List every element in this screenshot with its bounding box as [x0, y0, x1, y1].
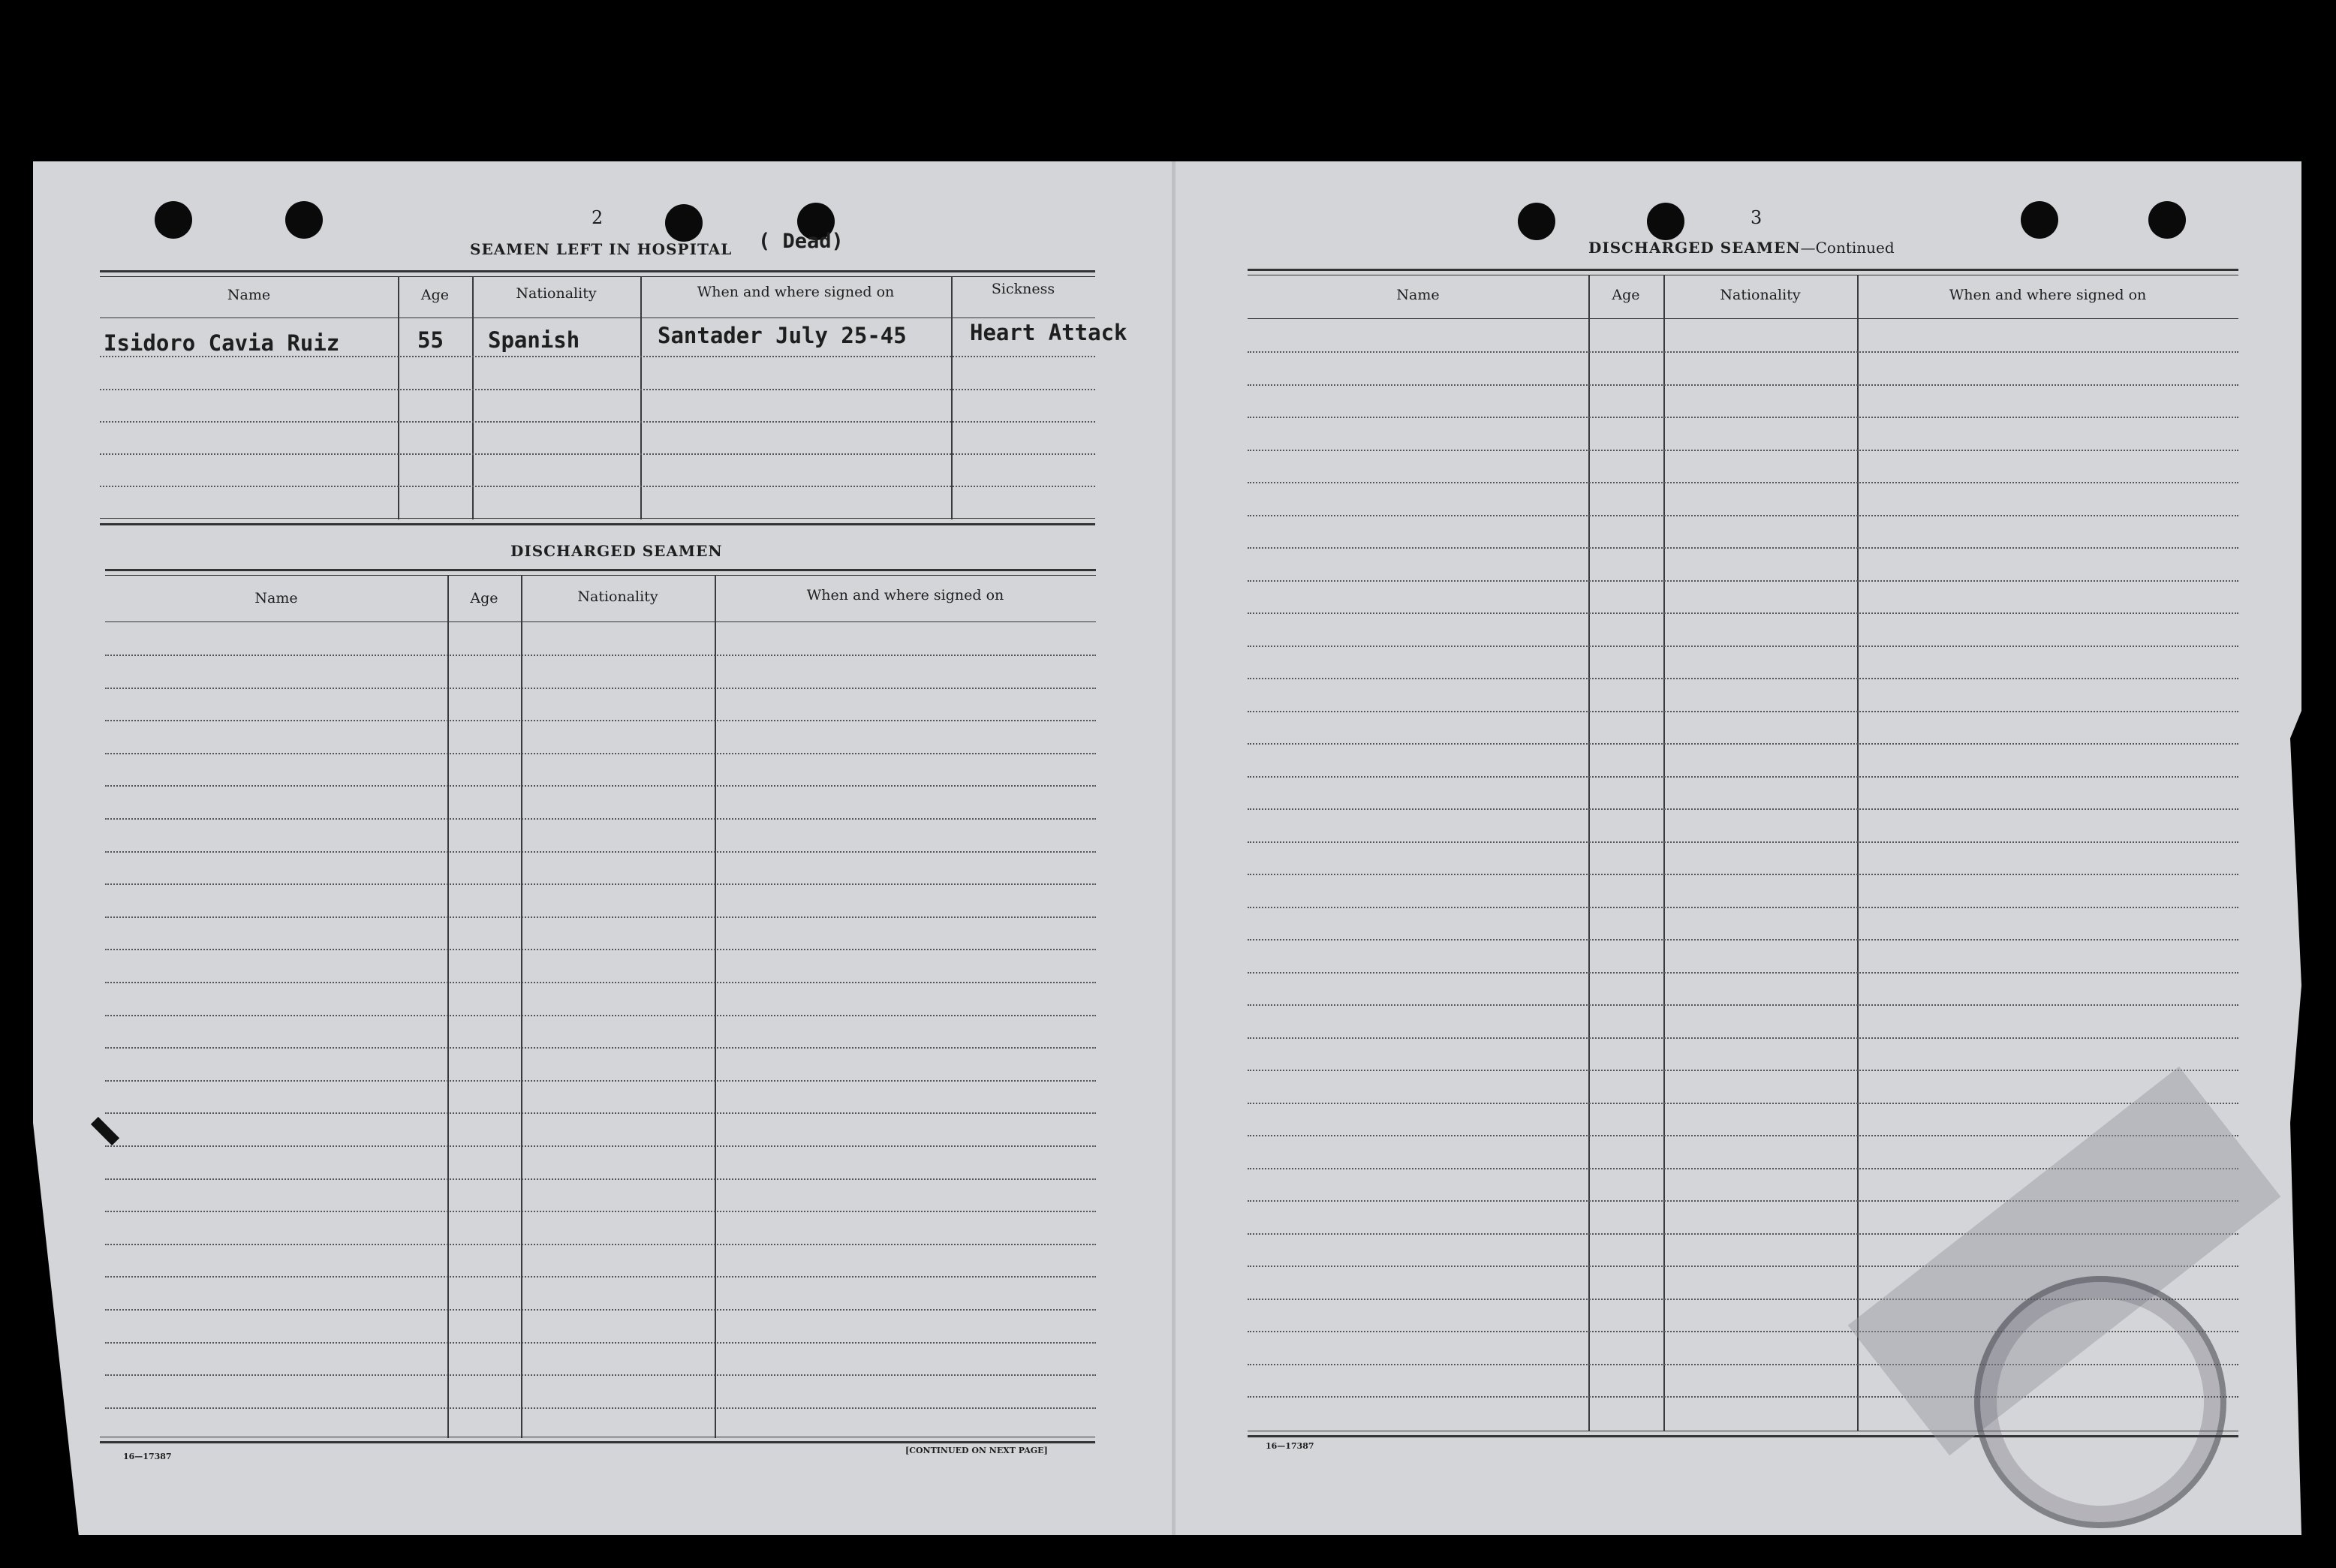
row-line	[105, 1145, 1096, 1147]
column-header-name: Name	[254, 590, 298, 606]
punch-hole	[2021, 201, 2058, 239]
row-line	[105, 1112, 1096, 1114]
row-line	[1248, 1070, 2238, 1071]
row-line	[100, 486, 1095, 487]
punch-hole	[155, 201, 192, 239]
seaman-signed-on: Santader July 25-45	[658, 323, 907, 348]
row-line	[100, 421, 1095, 423]
row-line	[1248, 972, 2238, 974]
column-header-signed-on: When and where signed on	[806, 587, 1004, 603]
row-line	[105, 883, 1096, 885]
row-line	[1248, 351, 2238, 353]
seaman-sickness: Heart Attack	[970, 320, 1127, 345]
row-line	[1248, 1103, 2238, 1104]
row-line	[1248, 907, 2238, 908]
column-header-age: Age	[470, 590, 498, 606]
row-line	[1248, 808, 2238, 810]
punch-hole	[1647, 203, 1684, 240]
row-line	[105, 1244, 1096, 1245]
table-rule	[100, 523, 1095, 525]
row-line	[105, 982, 1096, 983]
punch-hole	[1518, 203, 1555, 240]
column-divider	[1857, 275, 1859, 1431]
row-line	[105, 785, 1096, 787]
row-line	[105, 753, 1096, 754]
table-rule	[1248, 269, 2238, 271]
column-header-signed-on: When and where signed on	[1949, 287, 2147, 303]
row-line	[1248, 743, 2238, 745]
table-rule	[100, 1441, 1095, 1443]
column-header-sickness: Sickness	[991, 281, 1055, 297]
row-line	[1248, 939, 2238, 940]
continued-note: [CONTINUED ON NEXT PAGE]	[905, 1446, 1048, 1455]
seaman-name: Isidoro Cavia Ruiz	[104, 330, 340, 356]
row-line	[105, 1211, 1096, 1212]
row-line	[1248, 678, 2238, 679]
row-line	[105, 818, 1096, 820]
column-divider	[1663, 275, 1665, 1431]
seaman-nationality: Spanish	[488, 327, 580, 353]
punch-hole	[2148, 201, 2186, 239]
row-line	[105, 1178, 1096, 1180]
row-line	[1248, 612, 2238, 614]
page-number: 2	[592, 207, 604, 228]
row-line	[105, 720, 1096, 721]
row-line	[1248, 482, 2238, 483]
row-line	[1248, 450, 2238, 451]
discharged-continued-title	[1588, 239, 1895, 257]
dead-annotation: ( Dead)	[758, 230, 844, 253]
row-line	[100, 389, 1095, 390]
punch-hole	[285, 201, 323, 239]
row-line	[1248, 384, 2238, 386]
row-line	[105, 688, 1096, 689]
seaman-age: 55	[417, 327, 444, 353]
row-line	[1248, 1037, 2238, 1039]
row-line	[105, 916, 1096, 918]
row-line	[1248, 580, 2238, 582]
table-rule	[105, 621, 1096, 622]
table-rule	[100, 518, 1095, 519]
column-header-signed-on: When and where signed on	[697, 284, 895, 300]
discharged-section-title: DISCHARGED SEAMEN	[510, 542, 723, 560]
form-number: 16—17387	[123, 1452, 172, 1461]
row-line	[105, 851, 1096, 853]
row-line	[1248, 841, 2238, 843]
discharged-continued-title-main: DISCHARGED SEAMEN	[1588, 239, 1801, 257]
row-line	[105, 949, 1096, 950]
row-line	[105, 1342, 1096, 1344]
column-divider	[472, 276, 474, 519]
left-page	[33, 161, 1174, 1535]
column-divider	[640, 276, 642, 519]
table-rule	[105, 569, 1096, 571]
row-line	[1248, 646, 2238, 647]
column-divider	[951, 276, 953, 519]
column-divider	[398, 276, 399, 519]
table-rule	[105, 575, 1096, 576]
column-header-nationality: Nationality	[577, 588, 658, 605]
discharged-continued-title-suffix: —Continued	[1800, 239, 1895, 257]
row-line	[1248, 1004, 2238, 1006]
row-line	[105, 655, 1096, 656]
row-line	[1248, 515, 2238, 516]
column-header-nationality: Nationality	[516, 285, 597, 302]
row-line	[1248, 547, 2238, 549]
row-line	[105, 1407, 1096, 1409]
table-rule	[100, 276, 1095, 277]
column-divider	[1588, 275, 1590, 1431]
table-rule	[1248, 318, 2238, 319]
row-line	[105, 1309, 1096, 1311]
page-number: 3	[1750, 207, 1763, 228]
column-header-name: Name	[1396, 287, 1440, 303]
row-line	[105, 1015, 1096, 1016]
row-line	[1248, 776, 2238, 778]
row-line	[105, 1276, 1096, 1278]
circular-stamp	[1974, 1276, 2226, 1528]
column-header-age: Age	[420, 287, 450, 303]
row-line	[1248, 417, 2238, 418]
table-rule	[100, 270, 1095, 272]
form-number: 16—17387	[1266, 1441, 1314, 1451]
row-line	[100, 453, 1095, 455]
row-line	[100, 356, 1095, 357]
row-line	[105, 1047, 1096, 1049]
column-header-name: Name	[227, 287, 271, 303]
hospital-section-title: SEAMEN LEFT IN HOSPITAL	[470, 240, 733, 258]
row-line	[105, 1374, 1096, 1376]
row-line	[105, 1080, 1096, 1082]
column-header-nationality: Nationality	[1720, 287, 1801, 303]
row-line	[1248, 874, 2238, 875]
column-header-age: Age	[1612, 287, 1640, 303]
row-line	[1248, 711, 2238, 712]
punch-hole	[665, 204, 703, 242]
